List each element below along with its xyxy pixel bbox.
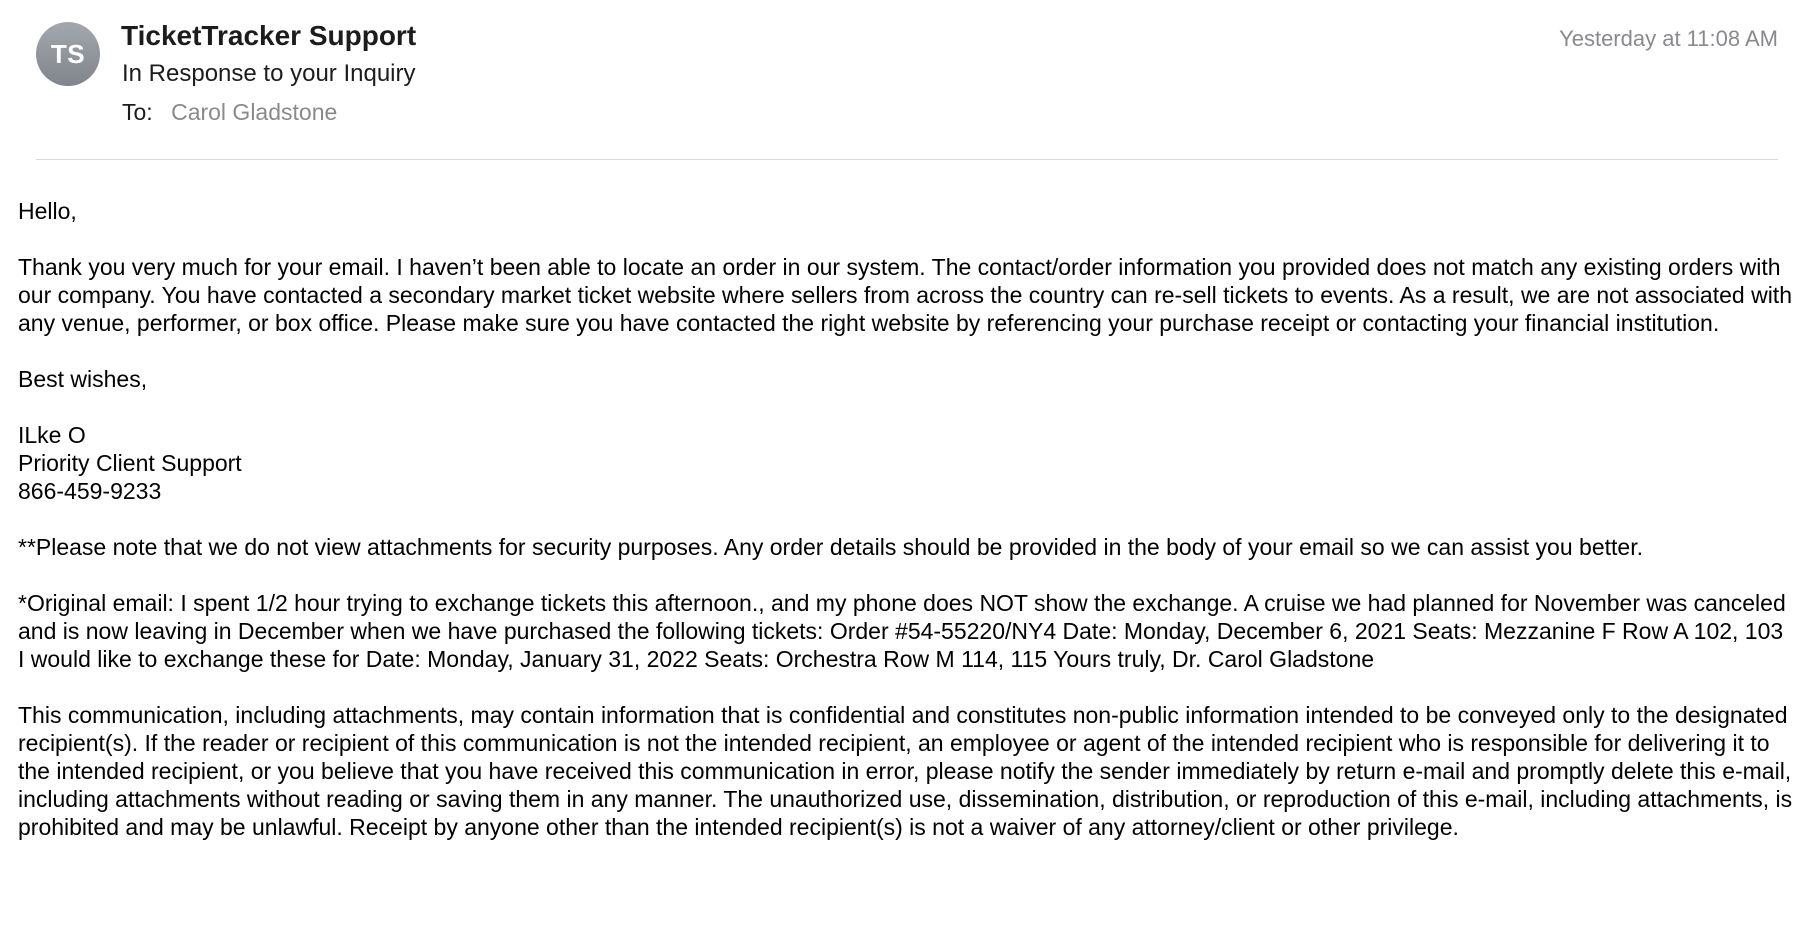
message-header	[0, 0, 1800, 160]
signature-title: Priority Client Support	[18, 450, 242, 476]
message-body	[18, 197, 1794, 869]
closing: Best wishes,	[18, 366, 148, 392]
sender-name[interactable]: TicketTracker Support	[121, 20, 417, 51]
header-divider	[36, 159, 1778, 160]
message-timestamp: Yesterday at 11:08 AM	[1559, 26, 1778, 51]
quoted-original-email: *Original email: I spent 1/2 hour trying to exchange tickets this afternoon., and my phone does NOT show the exchange. A cruise we had planned for November was canceled and is now leaving in December when we have purchased the following tickets: Order #54-55220/NY4 Date: Monday, December 6, 2021 Seats: Mezzanine F Row A 102, 103 I would like to exchange these for Date: Monday, January 31, 2022 Seats: Orchestra Row M 114, 115 Yours truly, Dr. Carol Gladstone	[18, 590, 1786, 672]
legal-disclaimer: This communication, including attachments, may contain information that is confidential and constitutes non-public information intended to be conveyed only to the designated recipient(s). If the reader or recipient of this communication is not the intended recipient, an employee or agent of the intended recipient who is responsible for delivering it to the intended recipient, or you believe that you have received this communication in error, please notify the sender immediately by return e-mail and promptly delete this e-mail, including attachments without reading or saving them in any manner. The unauthorized use, dissemination, distribution, or reproduction of this e-mail, including attachments, is prohibited and may be unlawful. Receipt by anyone other than the intended recipient(s) is not a waiver of any attorney/client or other privilege.	[18, 702, 1793, 840]
sender-avatar[interactable]: TS	[36, 22, 100, 86]
message-subject: In Response to your Inquiry	[122, 60, 416, 87]
recipient-row	[122, 99, 337, 126]
attachments-note: **Please note that we do not view attachments for security purposes. Any order details should be provided in the body of your email so we can assist you better.	[18, 534, 1643, 560]
greeting: Hello,	[18, 198, 77, 224]
signature-name: ILke O	[18, 422, 86, 448]
body-paragraph: Thank you very much for your email. I haven’t been able to locate an order in our system. The contact/order information you provided does not match any existing orders with our company. You have contacted a secondary market ticket website where sellers from across the country can re-sell tickets to events. As a result, we are not associated with any venue, performer, or box office. Please make sure you have contacted the right website by referencing your purchase receipt or contacting your financial institution.	[18, 254, 1792, 336]
signature-phone[interactable]: 866-459-9233	[18, 478, 162, 504]
to-label: To:	[122, 99, 153, 125]
recipient-name[interactable]: Carol Gladstone	[171, 99, 338, 125]
